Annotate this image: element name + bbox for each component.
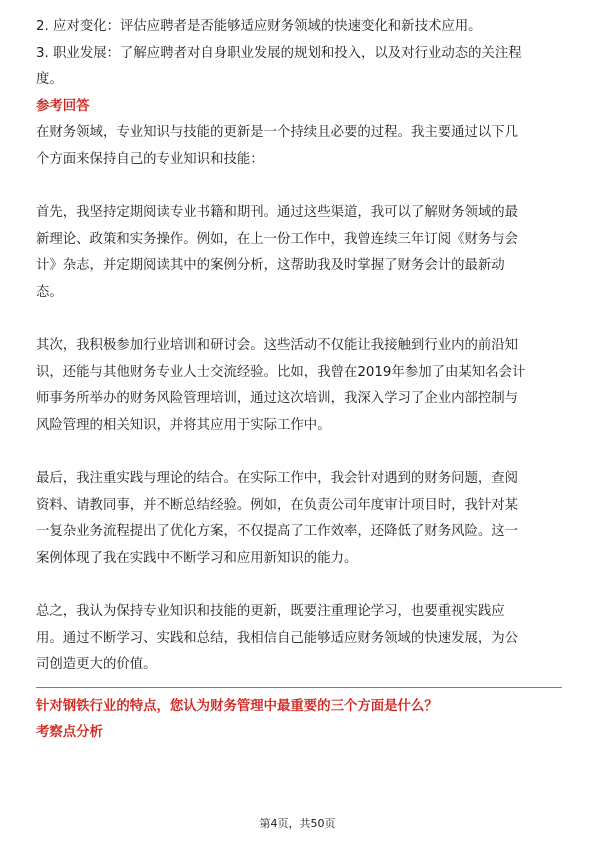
criteria-item-3-line-2: 度。 — [36, 72, 63, 88]
spacer — [36, 307, 562, 334]
answer-paragraph-4-line-2: 用。通过不断学习、实践和总结，我相信自己能够适应财务领域的快速发展，为公 — [36, 630, 519, 646]
answer-paragraph-2-line-2: 识，还能与其他财务专业人士交流经验。比如，我曾在2019年参加了由某知名会计 — [36, 364, 526, 380]
answer-paragraph-3-line-4: 案例体现了我在实践中不断学习和应用新知识的能力。 — [36, 550, 358, 566]
criteria-item-3-line-1: 3. 职业发展：了解应聘者对自身职业发展的规划和投入，以及对行业动态的关注程 — [36, 45, 522, 61]
section-divider — [36, 687, 562, 688]
answer-paragraph-1-line-4: 态。 — [36, 284, 63, 300]
spacer — [36, 572, 562, 599]
answer-paragraph-1-line-3: 计》杂志，并定期阅读其中的案例分析，这帮助我及时掌握了财务会计的最新动 — [36, 258, 505, 274]
spacer — [36, 174, 562, 201]
answer-paragraph-3-line-1: 最后，我注重实践与理论的结合。在实际工作中，我会针对遇到的财务问题，查阅 — [36, 471, 519, 487]
answer-paragraph-1-line-2: 新理论、政策和实务操作。例如，在上一份工作中，我曾连续三年订阅《财务与会 — [36, 231, 519, 247]
reference-answer-heading: 参考回答 — [36, 98, 90, 114]
spacer — [36, 440, 562, 467]
answer-intro-line-1: 在财务领域，专业知识与技能的更新是一个持续且必要的过程。我主要通过以下几 — [36, 125, 519, 141]
criteria-item-2: 2. 应对变化：评估应聘者是否能够适应财务领域的快速变化和新技术应用。 — [36, 19, 482, 34]
answer-paragraph-2-line-4: 风险管理的相关知识，并将其应用于实际工作中。 — [36, 417, 331, 433]
analysis-subheading: 考察点分析 — [36, 725, 103, 741]
answer-paragraph-4-line-3: 司创造更大的价值。 — [36, 657, 157, 673]
answer-paragraph-3-line-2: 资料、请教同事，并不断总结经验。例如，在负责公司年度审计项目时，我针对某 — [36, 497, 519, 513]
document-page — [36, 14, 562, 747]
answer-paragraph-1-line-1: 首先，我坚持定期阅读专业书籍和期刊。通过这些渠道，我可以了解财务领域的最 — [36, 205, 519, 221]
page-number: 第4页，共50页 — [259, 817, 336, 830]
answer-paragraph-2-line-1: 其次，我积极参加行业培训和研讨会。这些活动不仅能让我接触到行业内的前沿知 — [36, 338, 519, 354]
answer-paragraph-4-line-1: 总之，我认为保持专业知识和技能的更新，既要注重理论学习，也要重视实践应 — [36, 604, 505, 620]
answer-paragraph-3-line-3: 一复杂业务流程提出了优化方案，不仅提高了工作效率，还降低了财务风险。这一 — [36, 524, 519, 540]
next-question-title: 针对钢铁行业的特点，您认为财务管理中最重要的三个方面是什么？ — [36, 698, 438, 714]
answer-intro-line-2: 个方面来保持自己的专业知识和技能： — [36, 151, 264, 167]
answer-paragraph-2-line-3: 师事务所举办的财务风险管理培训，通过这次培训，我深入学习了企业内部控制与 — [36, 391, 519, 407]
